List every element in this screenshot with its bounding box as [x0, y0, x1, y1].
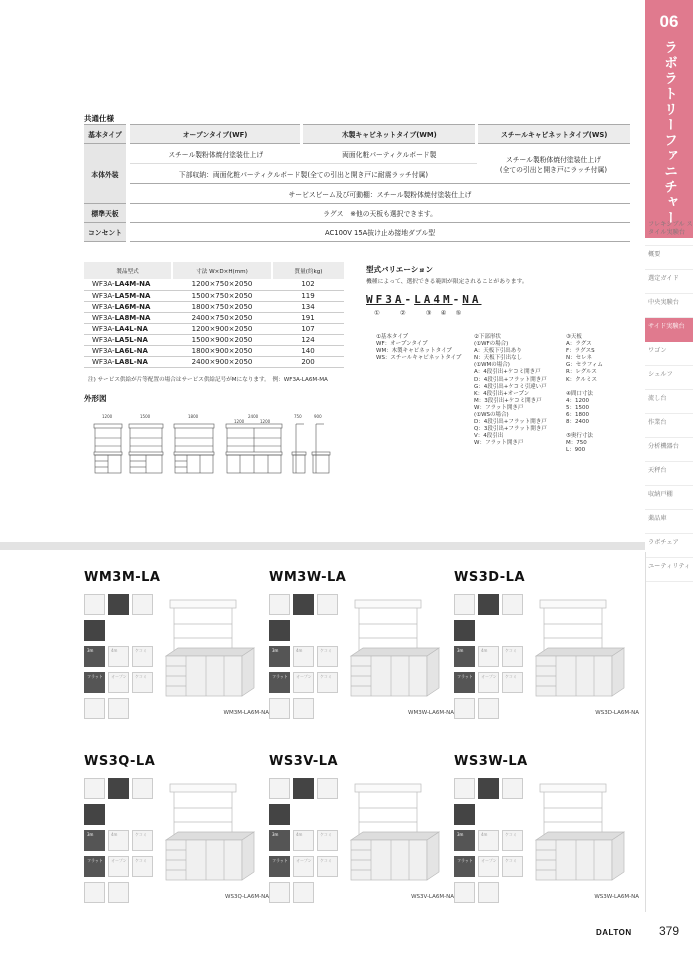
option-tile[interactable] [478, 882, 499, 903]
option-tile[interactable] [84, 698, 105, 719]
mass-cell: 124 [272, 334, 344, 345]
tile-label: フラット [272, 674, 288, 679]
variation-line: G：セラフィム [566, 362, 603, 369]
variation-line: R：レグルス [566, 369, 597, 376]
side-nav-item[interactable]: 選定ガイド [645, 270, 693, 294]
tile-label: フラット [87, 674, 103, 679]
model-code: LA6M-NA [114, 302, 151, 311]
chapter-number: 06 [659, 12, 679, 31]
spec-label: 本体外装 [84, 144, 128, 204]
variation-line: K：クルミス [566, 376, 597, 383]
model-code: LA4M-NA [114, 280, 151, 289]
variation-col-lower [474, 334, 547, 448]
type-code-part: M [443, 293, 453, 306]
option-tile[interactable] [502, 830, 523, 851]
option-tile[interactable] [269, 698, 290, 719]
option-tile[interactable] [317, 646, 338, 667]
tile-label: フラット [272, 858, 288, 863]
variation-line: 8：2400 [566, 419, 589, 426]
tile-label: ケコミ [320, 858, 332, 863]
model-prefix: WF3A- [92, 335, 115, 344]
tile-label: フラット [457, 858, 473, 863]
tile-label: オープン [296, 674, 312, 679]
option-tile[interactable] [317, 856, 338, 877]
variation-line: WF：オープンタイプ [376, 341, 428, 348]
product-image [349, 778, 454, 888]
option-tile[interactable] [293, 882, 314, 903]
size-cell: 1500×750×2050 [172, 290, 272, 301]
tile-label: オープン [481, 858, 497, 863]
model-prefix: WF3A- [92, 280, 115, 289]
model-code: LA5M-NA [114, 291, 151, 300]
product-name: WS3Q-LA [84, 754, 156, 769]
variation-line: G：4段引出+ケコミ引違い戸 [474, 383, 547, 390]
tile-label: 4m [481, 648, 488, 653]
option-tile[interactable] [454, 882, 475, 903]
option-tile[interactable] [269, 830, 290, 851]
table-row [84, 301, 344, 312]
type-code-part: 4 [433, 293, 443, 306]
option-tile[interactable] [454, 620, 475, 641]
mass-cell: 191 [272, 312, 344, 323]
type-variation-subtitle: 機種によって、選択できる範囲が限定されることがあります。 [366, 279, 528, 285]
dim-label: 1200 [102, 414, 113, 419]
option-tile[interactable] [293, 778, 314, 799]
option-tile[interactable] [132, 778, 153, 799]
variation-line: ①基本タイプ [376, 334, 409, 340]
size-cell: 1200×750×2050 [172, 279, 272, 290]
product-image [164, 594, 269, 704]
variation-line: N：天板下引出なし [474, 355, 523, 362]
variation-line: ③天板 [566, 334, 582, 340]
product-image [164, 778, 269, 888]
tile-label: ケコミ [505, 674, 517, 679]
product-card [269, 570, 454, 730]
table-row [84, 345, 344, 356]
model-code-cell [84, 345, 172, 356]
model-prefix: WF3A- [92, 302, 115, 311]
model-code-cell [84, 312, 172, 323]
model-code-cell [84, 290, 172, 301]
option-tile[interactable] [108, 594, 129, 615]
page-number: 379 [658, 924, 680, 938]
spec-header: 基本タイプ [84, 125, 128, 144]
side-nav-item[interactable]: シェルフ [645, 366, 693, 390]
variation-line: L：900 [566, 447, 586, 454]
dim-label: 1500 [140, 414, 151, 419]
option-tile[interactable] [108, 856, 129, 877]
product-caption: WM3M-LA6M-NA [223, 710, 269, 716]
tile-label: ケコミ [320, 674, 332, 679]
option-tile[interactable] [108, 882, 129, 903]
model-prefix: WF3A- [92, 357, 115, 366]
tile-label: 3m [87, 648, 94, 653]
side-nav-item[interactable]: サイド実験台 [645, 318, 693, 342]
dim-label: 900 [314, 414, 322, 419]
option-tile[interactable] [84, 646, 105, 667]
mass-cell: 107 [272, 323, 344, 334]
option-tile[interactable] [269, 882, 290, 903]
variation-line: A：天板下引出あり [474, 348, 522, 355]
mass-cell: 134 [272, 301, 344, 312]
spec-header: 木製キャビネットタイプ(WM) [302, 125, 477, 144]
drawing-unit-1500 [129, 424, 163, 473]
variation-line: K：4段引出+オープン [474, 390, 530, 397]
mass-cell: 119 [272, 290, 344, 301]
variation-line: 6：1800 [566, 411, 589, 418]
type-code-part: NA [462, 293, 482, 306]
model-code: LA8M-NA [114, 313, 151, 322]
outline-drawing [84, 410, 344, 490]
tile-label: オープン [111, 674, 127, 679]
type-code [366, 293, 482, 306]
variation-line: M：750 [566, 440, 587, 447]
option-tile[interactable] [84, 672, 105, 693]
size-cell: 1200×900×2050 [172, 323, 272, 334]
variation-line: WM：木製キャビネットタイプ [376, 348, 452, 355]
variation-line: A：4段引出+ケコミ開き戸 [474, 369, 541, 376]
product-name: WS3D-LA [454, 570, 526, 585]
option-tile[interactable] [293, 856, 314, 877]
size-cell: 1500×900×2050 [172, 334, 272, 345]
option-tile[interactable] [108, 646, 129, 667]
model-code-cell [84, 323, 172, 334]
option-tile[interactable] [478, 698, 499, 719]
table-row [84, 279, 344, 290]
model-code: LA6L-NA [114, 346, 148, 355]
option-tile[interactable] [454, 804, 475, 825]
model-prefix: WF3A- [92, 291, 115, 300]
dim-label: 2400 [248, 414, 259, 419]
size-cell: 2400×750×2050 [172, 312, 272, 323]
tile-label: ケコミ [135, 858, 147, 863]
option-tile[interactable] [502, 672, 523, 693]
spec-cell: スチール製粉体焼付塗装仕上げ [128, 144, 302, 164]
option-tile[interactable] [84, 830, 105, 851]
option-tile[interactable] [269, 856, 290, 877]
variation-line: 5：1500 [566, 404, 589, 411]
option-tile[interactable] [84, 804, 105, 825]
variation-line [566, 384, 603, 391]
side-nav-item[interactable]: ワゴン [645, 342, 693, 366]
product-name: WS3V-LA [269, 754, 339, 769]
variation-line: D：4段引出+フラット開き戸 [474, 376, 547, 383]
variation-line: 4：1200 [566, 397, 589, 404]
type-code-part: - [404, 293, 415, 306]
table-row [84, 334, 344, 345]
tile-label: オープン [481, 674, 497, 679]
variation-col-base [376, 334, 461, 362]
model-header: 質量(約kg) [272, 262, 344, 279]
option-tile[interactable] [108, 778, 129, 799]
option-tile[interactable] [108, 830, 129, 851]
side-nav-item[interactable]: フレキシブル スタイル実験台 [645, 214, 693, 246]
option-tile[interactable] [84, 778, 105, 799]
side-nav-item[interactable]: ラボチェア [645, 534, 693, 558]
product-caption: WS3W-LA6M-NA [594, 894, 639, 900]
option-tile[interactable] [269, 620, 290, 641]
option-tile[interactable] [502, 778, 523, 799]
variation-line: ⑤奥行寸法 [566, 433, 593, 440]
drawing-side-750 [292, 424, 306, 473]
model-code: LA8L-NA [114, 357, 148, 366]
tile-label: フラット [457, 674, 473, 679]
option-tile[interactable] [293, 646, 314, 667]
tile-label: 3m [87, 832, 94, 837]
option-tile[interactable] [132, 856, 153, 877]
type-code-part: LA [414, 293, 434, 306]
side-nav-item[interactable]: 収納戸棚 [645, 486, 693, 510]
option-tile[interactable] [293, 698, 314, 719]
size-cell: 1800×750×2050 [172, 301, 272, 312]
model-note: 注) サービス供給が片等配置の場合はサービス供給記号がMになります。 例：WF3A-LA6M-MA [88, 377, 328, 383]
spec-cell: AC100V 15A抜け止め接地ダブル型 [128, 223, 630, 242]
option-tile[interactable] [293, 594, 314, 615]
dim-label: 1200 [260, 419, 271, 424]
model-prefix: WF3A- [92, 346, 115, 355]
option-tile[interactable] [108, 698, 129, 719]
drawing-unit-1200 [94, 424, 122, 473]
tile-label: オープン [111, 858, 127, 863]
option-tile[interactable] [454, 698, 475, 719]
tile-label: ケコミ [135, 832, 147, 837]
spec-cell: 両面化粧パーティクルボード製 [302, 144, 477, 164]
model-code: LA5L-NA [114, 335, 148, 344]
option-tile[interactable] [454, 778, 475, 799]
product-name: WS3W-LA [454, 754, 528, 769]
tile-label: 3m [457, 832, 464, 837]
product-image [534, 778, 639, 888]
product-card [454, 754, 639, 914]
table-row [84, 312, 344, 323]
type-code-numbers: ① ② ③④⑤ [374, 309, 471, 317]
option-tile[interactable] [502, 594, 523, 615]
chapter-tab [645, 0, 693, 238]
option-tile[interactable] [454, 672, 475, 693]
spec-label: コンセント [84, 223, 128, 242]
spec-header: スチールキャビネットタイプ(WS) [477, 125, 630, 144]
variation-line: N：セレネ [566, 355, 592, 362]
option-tile[interactable] [293, 830, 314, 851]
variation-line: D：4段引出+フラット開き戸 [474, 419, 547, 426]
variation-line: F：ラグスS [566, 348, 595, 355]
product-name: WM3W-LA [269, 570, 347, 585]
variation-line: (①WSの場合) [474, 412, 509, 419]
table-row [84, 290, 344, 301]
spec-cell: 下部収納：両面化粧パーティクルボード製(全ての引出と開き戸に耐震ラッチ付属) [128, 164, 477, 184]
model-code-cell [84, 301, 172, 312]
tile-label: ケコミ [320, 832, 332, 837]
tile-label: 4m [481, 832, 488, 837]
option-tile[interactable] [84, 856, 105, 877]
option-tile[interactable] [269, 672, 290, 693]
variation-line: W：フラット開き戸 [474, 404, 524, 411]
variation-line: A：ラグス [566, 341, 592, 348]
option-tile[interactable] [317, 778, 338, 799]
option-tile[interactable] [84, 882, 105, 903]
model-code-cell [84, 334, 172, 345]
brand-logo: DALTON [596, 928, 632, 937]
dim-label: 750 [294, 414, 302, 419]
tile-label: 4m [111, 648, 118, 653]
option-tile[interactable] [317, 830, 338, 851]
option-tile[interactable] [84, 594, 105, 615]
model-code-cell [84, 356, 172, 367]
model-prefix: WF3A- [92, 313, 115, 322]
tile-label: 3m [272, 832, 279, 837]
side-nav-item[interactable]: 流し台 [645, 390, 693, 414]
spec-cell: スチール製粉体焼付塗装仕上げ (全ての引出と開き戸にラッチ付属) [477, 144, 630, 184]
variation-line: (①WMの場合) [474, 362, 510, 369]
variation-line: (①WFの場合) [474, 341, 509, 348]
drawing-side-900 [312, 424, 330, 473]
side-nav [645, 214, 693, 582]
option-tile[interactable] [478, 856, 499, 877]
tile-label: ケコミ [135, 674, 147, 679]
product-image [349, 594, 454, 704]
product-card [454, 570, 639, 730]
option-tile[interactable] [132, 830, 153, 851]
model-code: LA4L-NA [114, 324, 148, 333]
option-tile[interactable] [269, 778, 290, 799]
model-table [84, 262, 344, 368]
product-card [84, 570, 269, 730]
option-tile[interactable] [478, 830, 499, 851]
tile-label: ケコミ [505, 832, 517, 837]
model-header: 寸法 W×D×H(mm) [172, 262, 272, 279]
common-spec-table [84, 124, 630, 242]
product-caption: WS3Q-LA6M-NA [225, 894, 269, 900]
tile-label: 4m [296, 832, 303, 837]
variation-line: M：3段引出+ケコミ開き戸 [474, 397, 542, 404]
side-divider [645, 552, 646, 912]
option-tile[interactable] [478, 646, 499, 667]
option-tile[interactable] [269, 594, 290, 615]
option-tile[interactable] [454, 646, 475, 667]
variation-col-top-size [566, 334, 603, 454]
spec-cell: ラグス ※他の天板も選択できます。 [128, 204, 630, 223]
side-nav-item[interactable]: 分析機器台 [645, 438, 693, 462]
option-tile[interactable] [269, 646, 290, 667]
tile-label: 3m [457, 648, 464, 653]
mass-cell: 140 [272, 345, 344, 356]
product-card [269, 754, 454, 914]
option-tile[interactable] [132, 646, 153, 667]
option-tile[interactable] [478, 594, 499, 615]
variation-line: ②下部形状 [474, 334, 501, 340]
table-row [84, 356, 344, 367]
mass-cell: 200 [272, 356, 344, 367]
option-tile[interactable] [317, 672, 338, 693]
drawing-title: 外形図 [84, 394, 107, 403]
side-nav-item[interactable]: 作業台 [645, 414, 693, 438]
product-caption: WS3D-LA6M-NA [595, 710, 639, 716]
dim-label: 1800 [188, 414, 199, 419]
option-tile[interactable] [269, 804, 290, 825]
option-tile[interactable] [454, 594, 475, 615]
option-tile[interactable] [478, 672, 499, 693]
drawing-unit-1800 [174, 424, 214, 473]
side-nav-item[interactable]: 天秤台 [645, 462, 693, 486]
tile-label: ケコミ [135, 648, 147, 653]
model-prefix: WF3A- [92, 324, 115, 333]
option-tile[interactable] [502, 856, 523, 877]
tile-label: ケコミ [320, 648, 332, 653]
option-tile[interactable] [317, 594, 338, 615]
spec-label: 標準天板 [84, 204, 128, 223]
table-row [84, 323, 344, 334]
option-tile[interactable] [454, 856, 475, 877]
tile-label: ケコミ [505, 858, 517, 863]
option-tile[interactable] [478, 778, 499, 799]
spec-cell: サービスビーム及び可動棚：スチール製粉体焼付塗装仕上げ [128, 184, 630, 204]
product-card [84, 754, 269, 914]
common-spec-title: 共通仕様 [84, 114, 114, 123]
size-cell: 2400×900×2050 [172, 356, 272, 367]
variation-line: Q：3段引出+フラット開き戸 [474, 426, 547, 433]
chapter-title: ラボラトリーファニチャー [661, 40, 677, 226]
tile-label: 4m [111, 832, 118, 837]
spec-header: オープンタイプ(WF) [128, 125, 302, 144]
type-variation-title: 型式バリエーション [366, 265, 434, 274]
size-cell: 1800×900×2050 [172, 345, 272, 356]
variation-line: WS：スチールキャビネットタイプ [376, 355, 462, 362]
tile-label: オープン [296, 858, 312, 863]
product-caption: WM3W-LA6M-NA [408, 710, 454, 716]
model-header: 製品型式 [84, 262, 172, 279]
model-code-cell [84, 279, 172, 290]
section-band [0, 542, 645, 550]
option-tile[interactable] [502, 646, 523, 667]
mass-cell: 102 [272, 279, 344, 290]
side-nav-item[interactable]: 概要 [645, 246, 693, 270]
option-tile[interactable] [108, 672, 129, 693]
option-tile[interactable] [132, 672, 153, 693]
tile-label: 3m [272, 648, 279, 653]
variation-line: ④間口寸法 [566, 390, 593, 397]
option-tile[interactable] [454, 830, 475, 851]
drawing-unit-2400 [226, 424, 282, 473]
side-nav-item[interactable]: ユーティリティ [645, 558, 693, 582]
tile-label: ケコミ [505, 648, 517, 653]
dim-label: 1200 [234, 419, 245, 424]
option-tile[interactable] [84, 620, 105, 641]
option-tile[interactable] [293, 672, 314, 693]
tile-label: 4m [296, 648, 303, 653]
side-nav-item[interactable]: 中央実験台 [645, 294, 693, 318]
variation-line: V：4段引出 [474, 433, 504, 440]
product-caption: WS3V-LA6M-NA [411, 894, 454, 900]
product-image [534, 594, 639, 704]
type-code-part: - [452, 293, 463, 306]
tile-label: フラット [87, 858, 103, 863]
product-name: WM3M-LA [84, 570, 161, 585]
side-nav-item[interactable]: 薬品庫 [645, 510, 693, 534]
option-tile[interactable] [132, 594, 153, 615]
variation-line: W：フラット開き戸 [474, 440, 524, 447]
type-code-part: WF3A [366, 293, 405, 306]
